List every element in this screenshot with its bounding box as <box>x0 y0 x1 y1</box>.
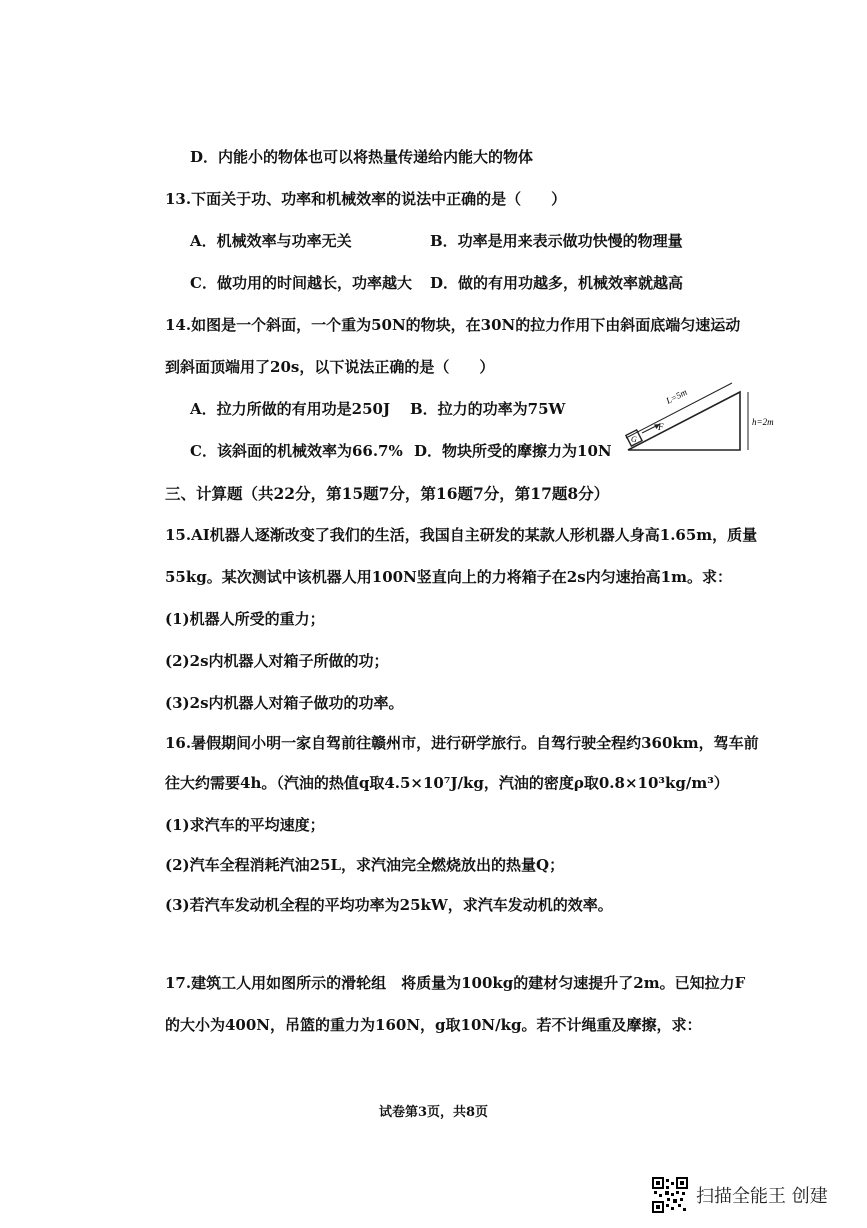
q14-stem-line-2: 到斜面顶端用了20s，以下说法正确的是（ ） <box>165 358 495 376</box>
q15-stem-line-1: 15.AI机器人逐渐改变了我们的生活，我国自主研发的某款人形机器人身高1.65m，质量 <box>165 526 758 544</box>
section-3-heading: 三、计算题（共22分，第15题7分，第16题7分，第17题8分） <box>165 484 610 503</box>
q14-option-d: D．物块所受的摩擦力为10N <box>414 442 612 460</box>
q12-option-d: D．内能小的物体也可以将热量传递给内能大的物体 <box>190 148 534 166</box>
q17-stem-line-1: 17.建筑工人用如图所示的滑轮组 将质量为100kg的建材匀速提升了2m。已知拉力F <box>165 974 746 992</box>
q14-stem-line-1: 14.如图是一个斜面，一个重为50N的物块，在30N的拉力作用下由斜面底端匀速运动 <box>165 316 741 334</box>
q14-option-a: A．拉力所做的有用功是250J <box>190 400 391 418</box>
q13-option-b: B．功率是用来表示做功快慢的物理量 <box>430 232 683 250</box>
q15-part-2: (2)2s内机器人对箱子所做的功； <box>165 652 389 670</box>
q14-option-b: B．拉力的功率为75W <box>410 400 566 418</box>
watermark-text: 扫描全能王 创建 <box>696 1186 828 1207</box>
q16-part-2: (2)汽车全程消耗汽油25L，求汽油完全燃烧放出的热量Q； <box>165 856 565 874</box>
length-label: L=5m <box>664 386 689 406</box>
q14-option-c: C．该斜面的机械效率为66.7% <box>190 442 403 460</box>
q16-part-1: (1)求汽车的平均速度； <box>165 816 325 834</box>
page-footer: 试卷第3页，共8页 <box>378 1105 489 1120</box>
q15-stem-line-2: 55kg。某次测试中该机器人用100N竖直向上的力将箱子在2s内匀速抬高1m。求： <box>165 568 732 586</box>
q16-stem-line-1: 16.暑假期间小明一家自驾前往赣州市，进行研学旅行。自驾行驶全程约360km，驾车前 <box>165 734 759 752</box>
block-label: G <box>631 435 637 444</box>
q15-part-1: (1)机器人所受的重力； <box>165 610 325 628</box>
scanner-watermark <box>652 1176 828 1214</box>
q15-part-3: (3)2s内机器人对箱子做功的功率。 <box>165 694 404 712</box>
height-label: h=2m <box>752 417 774 427</box>
incline-triangle <box>628 392 740 450</box>
q13-option-d: D．做的有用功越多，机械效率就越高 <box>430 274 684 292</box>
q17-stem-line-2: 的大小为400N，吊篮的重力为160N，g取10N/kg。若不计绳重及摩擦，求： <box>165 1016 702 1034</box>
q16-stem-line-2: 往大约需要4h。（汽油的热值q取4.5×10⁷J/kg，汽油的密度ρ取0.8×10³kg/m³） <box>165 774 729 792</box>
qr-code-icon <box>652 1177 688 1213</box>
force-label: F <box>658 422 664 432</box>
q13-stem: 13.下面关于功、功率和机械效率的说法中正确的是（ ） <box>165 190 567 208</box>
q13-option-c: C．做功用的时间越长，功率越大 <box>190 274 412 292</box>
q13-option-a: A．机械效率与功率无关 <box>190 232 352 250</box>
incline-figure <box>620 372 780 462</box>
q16-part-3: (3)若汽车发动机全程的平均功率为25kW，求汽车发动机的效率。 <box>165 896 613 914</box>
